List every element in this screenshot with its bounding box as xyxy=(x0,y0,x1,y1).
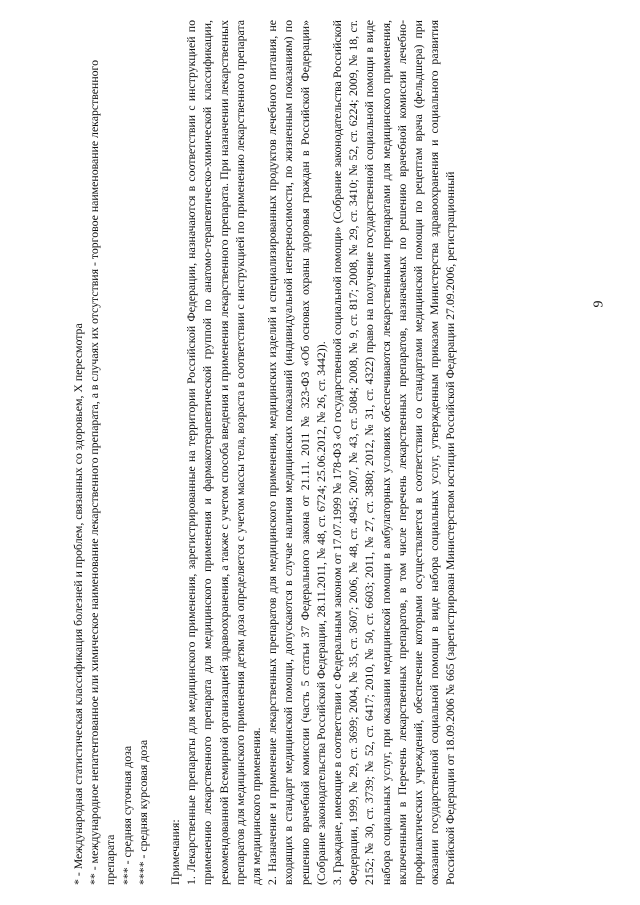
page-number: 9 xyxy=(591,300,607,308)
document-body xyxy=(70,20,459,885)
note-1: 1. Лекарственные препараты для медицинского применения, зарегистрированные на территории Российской Федерации, назначаются в соответствии с инструкцией по применению лекарственного препарата для медицинского применения и фармакотерапевтической группой по анатомо-терапевтическо-химической классификации, рекомендованной Всемирной организацией здравоохранения, а также с учетом способа введения и применения лекарственного препарата. При назначении лекарственных препаратов для медицинского применения детям доза определяется с учетом массы тела, возраста в соответствии с инструкцией по применению лекарственного препарата для медицинского применения. xyxy=(184,20,264,885)
footnote-daily-dose: *** - средняя суточная доза xyxy=(119,745,134,885)
footnote-course-dose: **** - средняя курсовая доза xyxy=(135,739,150,885)
note-2: 2. Назначение и применение лекарственных препаратов для медицинского применения, медицинских изделий и специализированных продуктов лечебного питания, не входящих в стандарт медицинской помощи, допускаются в случае наличия медицинских показаний (индивидуальной непереносимости, по жизненным показаниям) по решению врачебной комиссии (часть 5 статьи 37 Федерального закона от 21.11. 2011 № 323-ФЗ «Об основах охраны здоровья граждан в Российской Федерации» (Собрание законодательства Российской Федерации, 28.11.2011, № 48, ст. 6724; 25.06.2012, № 26, ст. 3442)). xyxy=(265,20,328,885)
note-3: 3. Граждане, имеющие в соответствии с Федеральным законом от 17.07.1999 № 178-ФЗ «О государственной социальной помощи» (Собрание законодательства Российской Федерации, 1999, № 29, ст. 3699; 2004, № 35, ст. 3607; 2006, № 48, ст. 4945; 2007, № 43, ст. 5084; 2008, № 9, ст. 817; 2008, № 29, ст. 3410; № 52, ст. 6224; 2009, № 18, ст. 2152; № 30, ст. 3739; № 52, ст. 6417; 2010, № 50, ст. 6603; 2011, № 27, ст. 3880; 2012, № 31, ст. 4322) право на получение государственной социальной помощи в виде набора социальных услуг, при оказании медицинской помощи в амбулаторных условиях обеспечиваются лекарственными препаратами для медицинского применения, включенными в Перечень лекарственных препаратов, в том числе перечень лекарственных препаратов, назначаемых по решению врачебной комиссии лечебно-профилактических учреждений, обеспечение которыми осуществляется в соответствии со стандартами медицинской помощи по рецептам врача (фельдшера) при оказании государственной социальной помощи в виде набора социальных услуг, утвержденным приказом Министерства здравоохранения и социального развития Российской Федерации от 18.09.2006 № 665 (зарегистрирован Министерством юстиции Российской Федерации 27.09.2006, регистрационный xyxy=(330,20,458,885)
notes-heading: Примечания: xyxy=(168,819,183,885)
footnote-icd: * - Международная статистическая классификация болезней и проблем, связанных со здоровьем, X пересмотра xyxy=(71,323,85,885)
footnotes xyxy=(70,20,151,885)
footnote-inn: ** - международное непатентованное или химическое наименование лекарственного препарата, а в случаях их отсутствия - торговое наименование лекарственного препарата xyxy=(87,60,118,885)
notes-section xyxy=(167,20,459,885)
